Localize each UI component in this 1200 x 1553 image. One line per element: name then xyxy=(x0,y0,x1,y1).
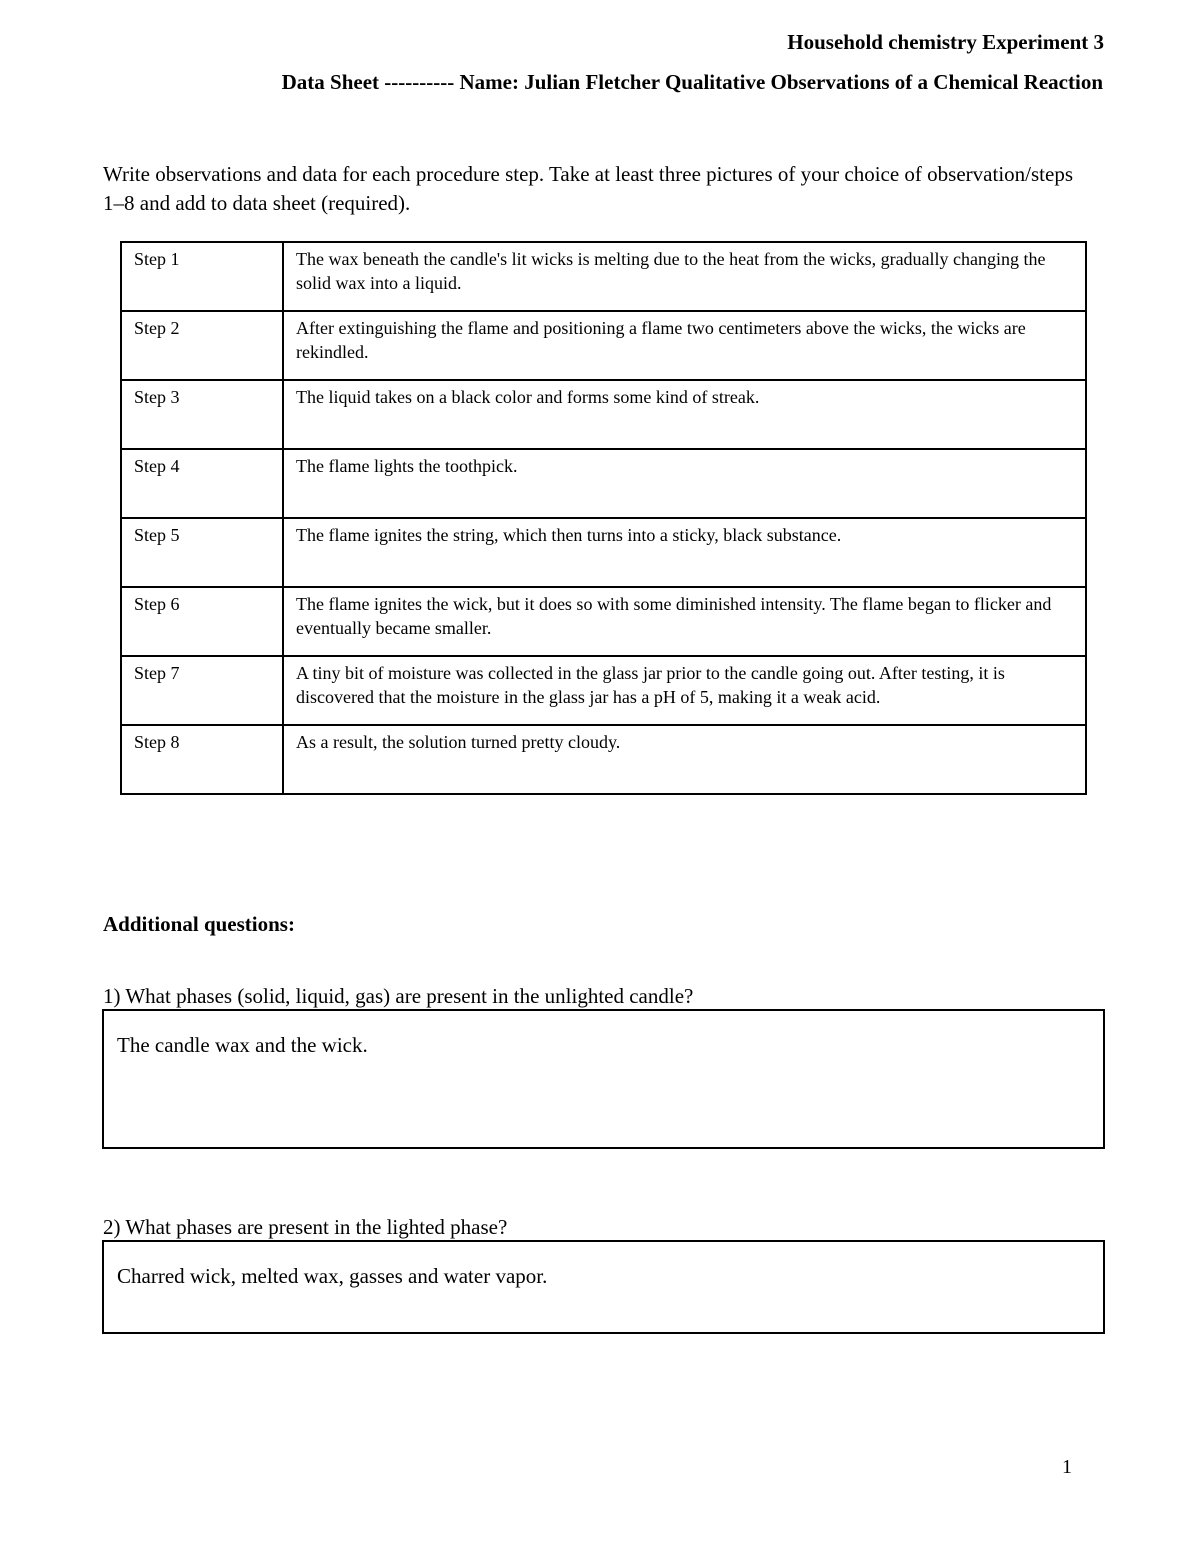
step-label: Step 4 xyxy=(121,449,283,518)
table-row xyxy=(121,518,1086,587)
table-row xyxy=(121,656,1086,725)
document-title: Household chemistry Experiment 3 xyxy=(787,30,1104,54)
answer-1-text: The candle wax and the wick. xyxy=(117,1033,368,1057)
answer-2-text: Charred wick, melted wax, gasses and water vapor. xyxy=(117,1264,548,1288)
table-row xyxy=(121,725,1086,794)
question-2: 2) What phases are present in the lighted phase? xyxy=(103,1215,508,1239)
additional-questions-heading: Additional questions: xyxy=(103,912,295,936)
table-row xyxy=(121,449,1086,518)
step-label: Step 8 xyxy=(121,725,283,794)
answer-box-2[interactable] xyxy=(102,1240,1105,1334)
step-label: Step 6 xyxy=(121,587,283,656)
question-1: 1) What phases (solid, liquid, gas) are present in the unlighted candle? xyxy=(103,984,694,1008)
step-label: Step 5 xyxy=(121,518,283,587)
step-label: Step 7 xyxy=(121,656,283,725)
table-row xyxy=(121,242,1086,311)
step-label: Step 3 xyxy=(121,380,283,449)
steps-table xyxy=(120,241,1087,795)
table-row xyxy=(121,380,1086,449)
step-observation: As a result, the solution turned pretty cloudy. xyxy=(283,725,1086,794)
step-observation: The flame ignites the wick, but it does so with some diminished intensity. The flame began to flicker and eventually became smaller. xyxy=(283,587,1086,656)
table-row xyxy=(121,311,1086,380)
instructions-paragraph: Write observations and data for each procedure step. Take at least three pictures of your choice of observation/steps 1–8 and add to data sheet (required). xyxy=(103,162,1073,215)
step-observation: The flame ignites the string, which then turns into a sticky, black substance. xyxy=(283,518,1086,587)
answer-box-1[interactable] xyxy=(102,1009,1105,1149)
step-observation: A tiny bit of moisture was collected in the glass jar prior to the candle going out. After testing, it is discovered that the moisture in the glass jar has a pH of 5, making it a weak acid. xyxy=(283,656,1086,725)
step-label: Step 1 xyxy=(121,242,283,311)
table-row xyxy=(121,587,1086,656)
step-observation: The flame lights the toothpick. xyxy=(283,449,1086,518)
data-sheet-header: Data Sheet ---------- Name: Julian Fletcher Qualitative Observations of a Chemical Reaction xyxy=(281,70,1103,94)
page-number: 1 xyxy=(1062,1456,1072,1478)
step-observation: After extinguishing the flame and positioning a flame two centimeters above the wicks, the wicks are rekindled. xyxy=(283,311,1086,380)
step-observation: The wax beneath the candle's lit wicks is melting due to the heat from the wicks, gradually changing the solid wax into a liquid. xyxy=(283,242,1086,311)
step-label: Step 2 xyxy=(121,311,283,380)
step-observation: The liquid takes on a black color and forms some kind of streak. xyxy=(283,380,1086,449)
